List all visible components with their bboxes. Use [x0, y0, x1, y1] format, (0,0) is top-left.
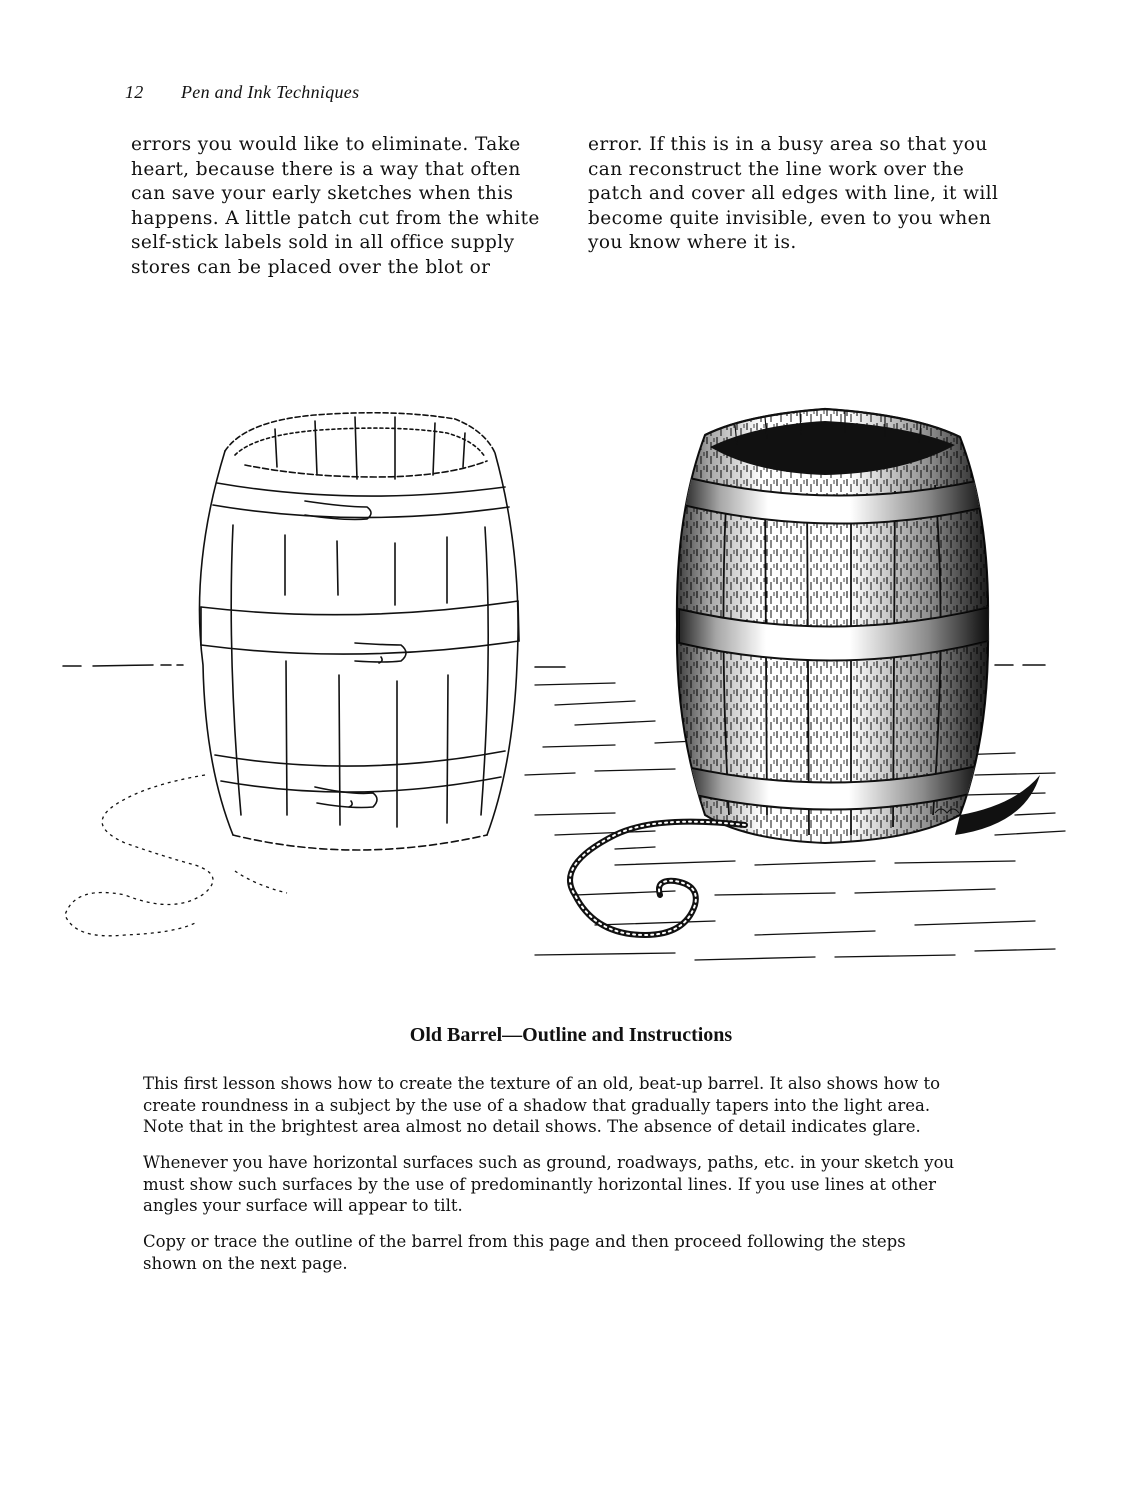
text-line: Whenever you have horizontal surfaces such as ground, roadways, paths, etc. in your sketch you — [143, 1153, 955, 1172]
text-line: errors you would like to eliminate. Take — [131, 134, 521, 155]
text-line: Copy or trace the outline of the barrel from this page and then proceed following the steps — [143, 1232, 906, 1251]
text-line: must show such surfaces by the use of predominantly horizontal lines. If you use lines at other — [143, 1174, 937, 1194]
running-head — [125, 82, 359, 103]
text-line: self-stick labels sold in all office supply — [131, 232, 515, 253]
text-line: create roundness in a subject by the use of a shadow that gradually tapers into the light area. — [143, 1095, 931, 1115]
text-line: angles your surface will appear to tilt. — [143, 1196, 463, 1215]
intro-column-left — [131, 133, 561, 280]
text-line: you know where it is. — [588, 232, 797, 253]
text-line: happens. A little patch cut from the white — [131, 207, 540, 229]
running-title: Pen and Ink Techniques — [181, 82, 360, 102]
text-line: error. If this is in a busy area so that you — [588, 134, 988, 155]
text-line: can reconstruct the line work over the — [588, 158, 965, 180]
text-line: patch and cover all edges with line, it will — [588, 183, 999, 204]
barrel-illustrations — [55, 395, 1087, 980]
paragraph — [143, 1073, 1023, 1138]
text-line: become quite invisible, even to you when — [588, 207, 992, 229]
paragraph — [143, 1231, 1023, 1274]
outline-rope — [65, 775, 287, 936]
outline-barrel — [199, 413, 519, 850]
text-line: stores can be placed over the blot or — [131, 256, 491, 278]
text-line: heart, because there is a way that often — [131, 158, 521, 180]
paragraph — [143, 1152, 1023, 1217]
text-line: can save your early sketches when this — [131, 183, 514, 204]
page-number: 12 — [125, 82, 144, 102]
text-line: shown on the next page. — [143, 1253, 348, 1273]
text-line: This first lesson shows how to create the texture of an old, beat-up barrel. It also shows how to — [143, 1074, 941, 1093]
section-heading: Old Barrel—Outline and Instructions — [409, 1024, 733, 1046]
intro-column-right — [588, 133, 1018, 256]
finished-barrel — [525, 405, 1065, 960]
text-line: Note that in the brightest area almost no detail shows. The absence of detail indicates glare. — [143, 1117, 921, 1136]
